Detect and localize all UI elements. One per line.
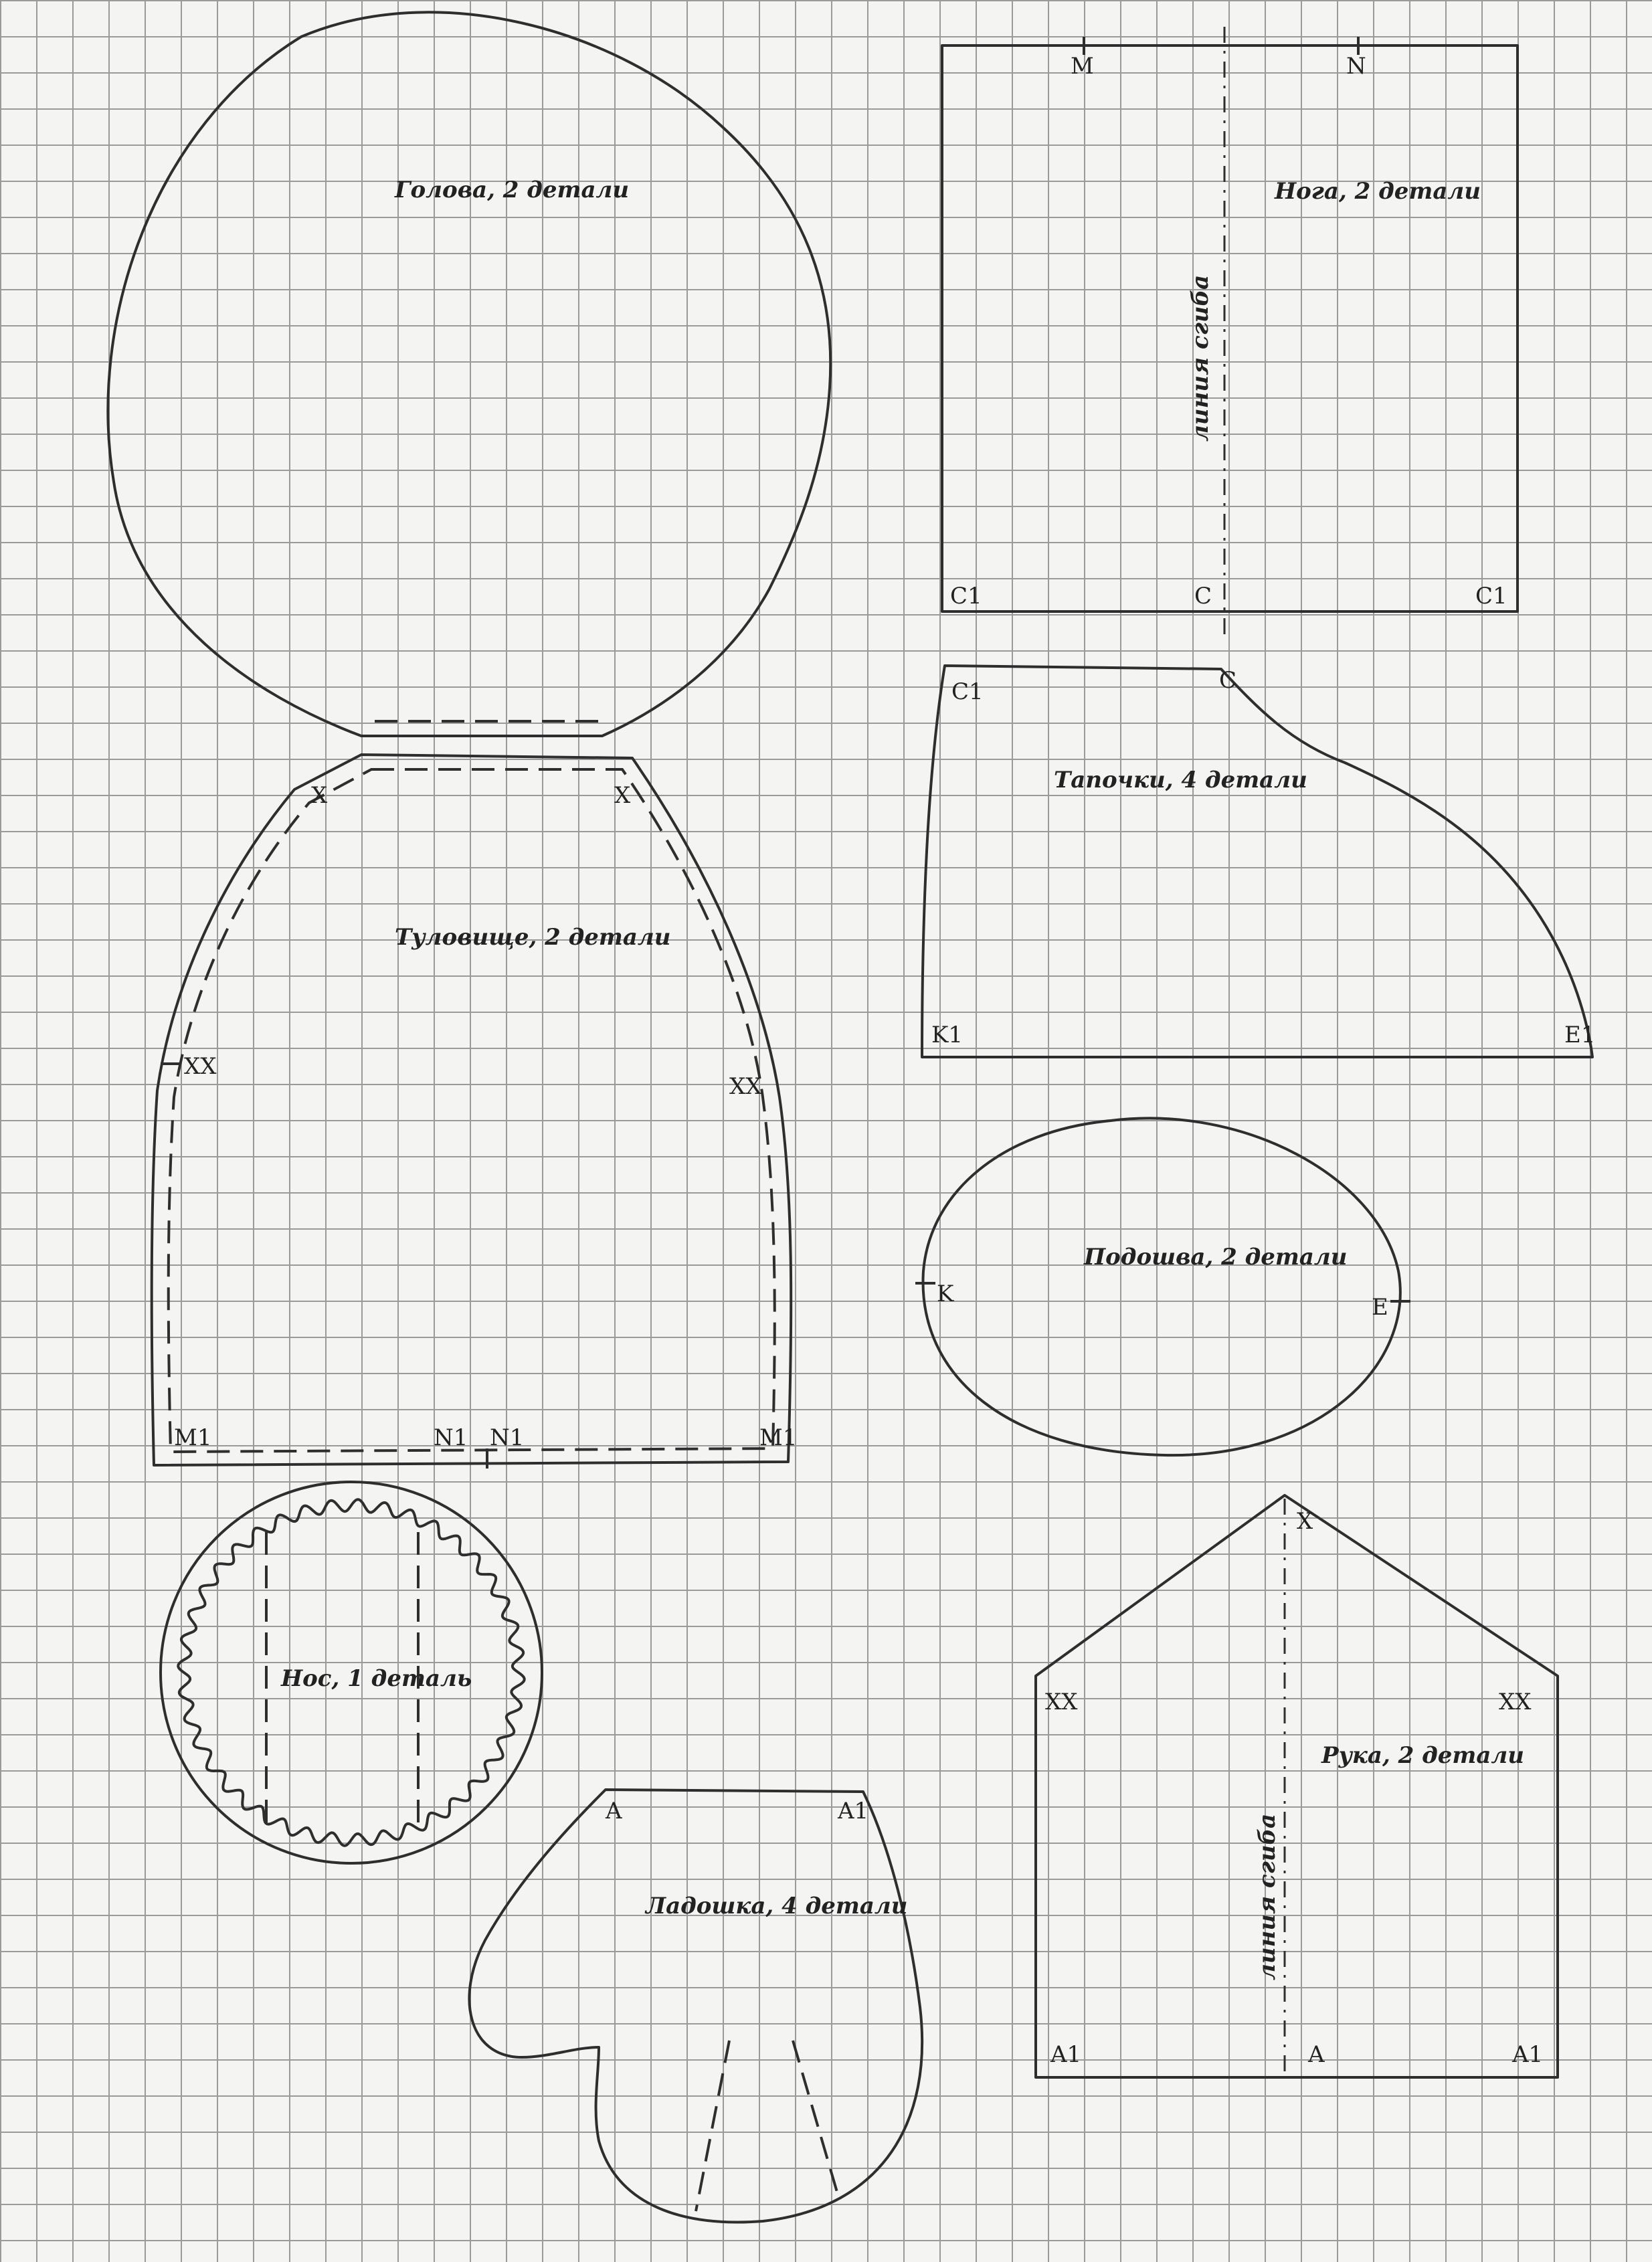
body-x-right-label: X <box>614 782 631 809</box>
body-piece <box>152 755 798 1469</box>
leg-fold-label: линия сгиба <box>1187 274 1214 442</box>
body-seam-allowance <box>169 769 775 1452</box>
leg-title: Нога, 2 детали <box>1275 178 1481 205</box>
body-outline <box>152 755 792 1465</box>
body-x-left-label: X <box>311 782 328 809</box>
slipper-outline <box>922 666 1592 1057</box>
sole-k-label: K <box>937 1281 954 1307</box>
leg-c1-right-label: C1 <box>1475 583 1507 609</box>
palm-finger-line-left <box>696 2041 729 2211</box>
slipper-piece <box>922 666 1595 1057</box>
arm-xx-right-label: XX <box>1499 1689 1532 1715</box>
palm-a-label: A <box>606 1798 622 1824</box>
sole-e-label: E <box>1372 1294 1388 1321</box>
body-xx-right-label: XX <box>729 1073 762 1100</box>
palm-finger-line-right <box>793 2041 840 2201</box>
slipper-title: Тапочки, 4 детали <box>1054 767 1307 793</box>
body-n1-a-label: N1 <box>434 1424 468 1451</box>
palm-outline <box>469 1790 922 2223</box>
slipper-c-label: C <box>1219 667 1237 694</box>
body-m1-left-label: M1 <box>174 1424 212 1451</box>
leg-piece <box>942 27 1518 639</box>
slipper-k1-label: K1 <box>931 1022 963 1048</box>
head-outline <box>108 12 830 736</box>
leg-c1-left-label: C1 <box>950 583 982 609</box>
head-piece <box>108 12 830 736</box>
leg-n-label: N <box>1346 53 1366 80</box>
palm-piece <box>469 1790 922 2223</box>
arm-outline <box>1036 1495 1558 2077</box>
leg-c-label: C <box>1194 583 1212 609</box>
arm-a1-left-label: A1 <box>1050 2041 1082 2068</box>
head-title: Голова, 2 детали <box>395 177 630 203</box>
arm-fold-label: линия сгиба <box>1254 1813 1281 1980</box>
body-title: Туловище, 2 детали <box>395 924 671 951</box>
body-m1-right-label: M1 <box>759 1424 798 1451</box>
arm-x-label: X <box>1297 1508 1313 1535</box>
arm-title: Рука, 2 детали <box>1321 1742 1524 1769</box>
arm-a-label: A <box>1308 2041 1325 2068</box>
palm-title: Ладошка, 4 детали <box>646 1893 908 1919</box>
nose-piece <box>161 1482 542 1863</box>
body-n1-b-label: N1 <box>490 1424 525 1451</box>
sole-outline <box>923 1118 1400 1455</box>
sole-piece <box>915 1118 1410 1455</box>
nose-title: Нос, 1 деталь <box>281 1665 472 1692</box>
arm-xx-left-label: XX <box>1045 1689 1078 1715</box>
leg-m-label: M <box>1071 53 1094 80</box>
palm-a1-label: A1 <box>838 1798 869 1824</box>
sole-title: Подошва, 2 детали <box>1084 1244 1348 1270</box>
body-xx-left-label: XX <box>184 1053 217 1080</box>
slipper-e1-label: E1 <box>1564 1022 1596 1048</box>
leg-outline <box>942 45 1518 611</box>
slipper-c1-label: C1 <box>951 678 984 705</box>
arm-piece <box>1036 1495 1558 2077</box>
arm-a1-right-label: A1 <box>1512 2041 1544 2068</box>
